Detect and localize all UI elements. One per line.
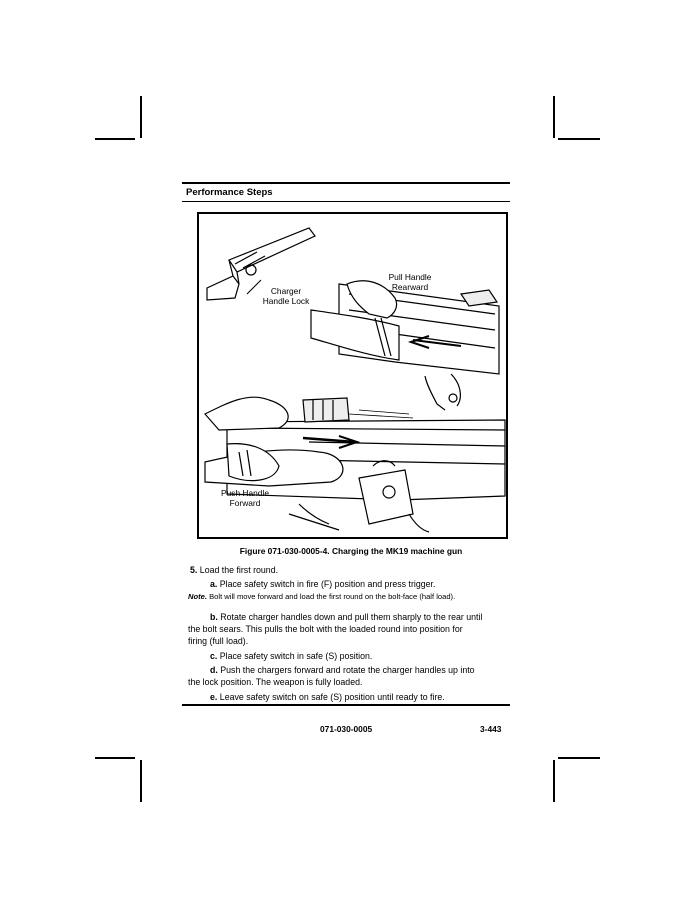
step-d [188,664,518,688]
step-b-line2: the bolt sears. This pulls the bolt with the loaded round into position for [188,624,463,634]
step-b [188,611,518,647]
footer-task-number: 071-030-0005 [320,724,373,734]
figure-illustration [197,212,508,539]
step-e-text: Leave safety switch on safe (S) position until ready to fire. [219,692,445,702]
section-title: Performance Steps [186,187,273,198]
step-d-line1 [188,664,518,676]
step-5 [190,564,278,576]
step-5-text: Load the first round. [199,565,279,575]
crop-mark-top-left-h [95,138,135,140]
note-label: Note. [188,592,207,601]
step-d-label: d. [210,665,218,675]
note [188,592,514,601]
callout-pull-line1: Pull Handle [388,272,432,282]
callout-charger-handle-lock [251,286,321,306]
callout-push-handle-forward [209,488,281,508]
step-c-label: c. [210,651,218,661]
callout-pull-handle-rearward [375,272,445,292]
footer-page-number: 3-443 [480,724,502,734]
callout-pull-line2: Rearward [391,282,429,292]
step-d-line1-text: Push the chargers forward and rotate the charger handles up into [220,665,475,675]
callout-charger-line1: Charger [270,286,302,296]
crop-mark-bottom-left-h [95,757,135,759]
crop-mark-top-right-h [558,138,600,140]
crop-mark-bottom-left-v [140,760,142,802]
crop-mark-bottom-right-h [558,757,600,759]
step-b-line1 [188,611,518,623]
step-a [210,578,435,590]
figure-caption: Figure 071-030-0005-4. Charging the MK19 machine gun [239,546,463,556]
step-b-line1-text: Rotate charger handles down and pull them sharply to the rear until [220,612,483,622]
callout-charger-line2: Handle Lock [262,296,310,306]
step-c [210,650,372,662]
crop-mark-bottom-right-v [553,760,555,802]
footer-rule [182,704,510,706]
header-rule-thin [182,201,510,202]
step-e-label: e. [210,692,218,702]
header-rule-thick [182,182,510,184]
callout-push-line2: Forward [229,498,261,508]
step-a-text: Place safety switch in fire (F) position and press trigger. [219,579,436,589]
step-a-label: a. [210,579,218,589]
step-e [210,691,445,703]
step-5-number: 5. [190,565,198,575]
crop-mark-top-right-v [553,96,555,138]
callout-push-line1: Push Handle [221,488,269,498]
step-b-label: b. [210,612,218,622]
step-b-line3: firing (full load). [188,636,249,646]
step-c-text: Place safety switch in safe (S) position. [219,651,373,661]
crop-mark-top-left-v [140,96,142,138]
step-d-line2: the lock position. The weapon is fully loaded. [188,677,363,687]
note-text: Bolt will move forward and load the first round on the bolt-face (half load). [209,592,456,601]
